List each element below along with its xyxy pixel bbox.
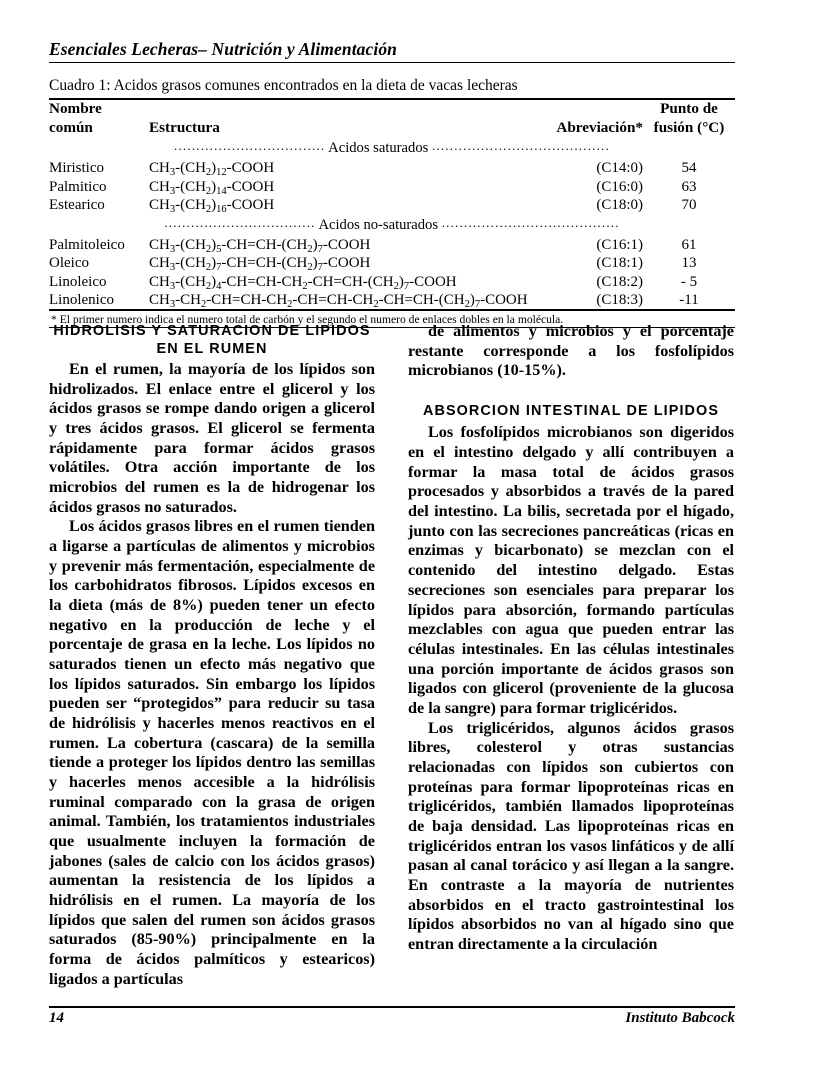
table-caption: Cuadro 1: Acidos grasos comunes encontrados en la dieta de vacas lecheras xyxy=(49,77,518,94)
cell-abbreviation: (C18:3) xyxy=(596,291,643,308)
cell-structure: $CH_3-(CH_2)_5-CH=CH-(CH_2)_7$-COOH xyxy=(149,236,371,255)
cell-structure: $CH_3-(CH_2)_7-CH=CH-(CH_2)_7$-COOH xyxy=(149,255,371,274)
cell-abbreviation: (C16:0) xyxy=(596,178,643,195)
section-dots-left: .................................. xyxy=(164,215,316,231)
cell-common-name: Palmitoleico xyxy=(49,236,125,253)
cell-melting-point: 70 xyxy=(681,196,697,213)
right-continuation-paragraph: de alimentos y microbios y el porcentaje restante corresponde a los fosfolípidos microbianos (10-15%). xyxy=(408,322,734,380)
cell-melting-point: 61 xyxy=(681,236,697,253)
table-row xyxy=(49,159,735,177)
section-dots-left: .................................. xyxy=(174,138,326,154)
table-row xyxy=(49,273,735,291)
cell-common-name: Palmitico xyxy=(49,178,107,195)
page-header xyxy=(49,40,735,63)
column-header-name: Nombre común xyxy=(49,100,102,136)
left-column xyxy=(49,322,375,1002)
cell-abbreviation: (C14:0) xyxy=(596,160,643,177)
table-body xyxy=(49,137,735,309)
table-row xyxy=(49,236,735,254)
table-section-row xyxy=(49,214,735,236)
running-head: Esenciales Lecheras– Nutrición y Alimentación xyxy=(49,39,398,59)
cell-structure: $CH_3-(CH_2)_{16}$-COOH xyxy=(149,196,275,215)
right-section-heading: ABSORCION INTESTINAL DE LIPIDOS xyxy=(422,403,720,420)
table-head xyxy=(49,100,735,137)
table-row xyxy=(49,196,735,214)
article-body xyxy=(49,322,741,1002)
publisher-name: Instituto Babcock xyxy=(625,1010,735,1026)
cell-structure: $CH_3-CH_2-CH=CH-CH_2-CH=CH-CH_2-CH=CH-(CH_2)_7$-COOH xyxy=(149,291,528,310)
cell-melting-point: - 5 xyxy=(680,273,698,290)
header-rule xyxy=(49,62,735,63)
footer-row xyxy=(49,1008,735,1027)
cell-abbreviation: (C18:0) xyxy=(596,196,643,213)
table-row xyxy=(49,254,735,272)
table-section-label: .................................. Acidos no-saturados ........................................ xyxy=(164,215,620,234)
table-footnote: * El primer numero indica el numero total de carbón y el segundo el numero de enlaces dobles en la molécula. xyxy=(51,313,564,327)
cell-common-name: Oleico xyxy=(49,255,89,272)
column-header-melting-point: Punto de fusión (°C) xyxy=(653,100,725,136)
right-column xyxy=(408,322,734,1002)
table-row xyxy=(49,178,735,196)
cell-abbreviation: (C18:2) xyxy=(596,273,643,290)
cell-abbreviation: (C18:1) xyxy=(596,255,643,272)
left-paragraph-1: En el rumen, la mayoría de los lípidos son hidrolizados. El enlace entre el glicerol y los ácidos grasos se rompe dando origen a glicerol y tres ácidos grasos. El glicerol se fermenta rápidamente para formar ácidos grasos volátiles. Otra acción importante de los microbios del rumen es la de hidrogenar los ácidos grasos no saturados. xyxy=(49,359,375,516)
section-dots-right: ........................................ xyxy=(431,138,610,154)
fatty-acid-table xyxy=(49,100,735,309)
cell-structure: $CH_3-(CH_2)_{12}$-COOH xyxy=(149,160,275,179)
left-paragraph-2: Los ácidos grasos libres en el rumen tienden a ligarse a partículas de alimentos y microbios y prevenir más fermentación, especialmente de los carbohidratos fibrosos. Lípidos excesos en la dieta (más de 8%) pueden tener un efecto negativo en la producción de leche y el porcentaje de grasa en la leche. Los lípidos no saturados tienen un efecto más negativo que los lípidos saturados. Sin embargo los lípidos pueden ser “protegidos” para reducir su tasa de hidrólisis y hacerles menos reactivos en el rumen. La cobertura (cascara) de la semilla tiende a proteger los lípidos dentro las semillas y hacerles menos accesible a la hidrólisis ruminal comparado con la grasa de origen animal. También, los tratamientos industriales que usualmente incluyen la formación de jabones (sales de calcio con los ácidos grasos) aumentan la resistencia de los lípidos a hidrólisis en el rumen. La mayoría de los lípidos que salen del rumen son ácidos grasos saturados (85-90%) principalmente en la forma de ácidos palmíticos y estearicos) ligados a partículas xyxy=(49,517,375,988)
table-section-row xyxy=(49,137,735,159)
table-section-label: .................................. Acidos saturados ........................................ xyxy=(174,138,610,157)
cell-common-name: Miristico xyxy=(49,160,104,177)
right-paragraph-1: Los fosfolípidos microbianos son digeridos en el intestino delgado y allí contribuyen a formar la masa total de ácidos grasos procesados y absorbidos a través de la pared del intestino. La bilis, secretada por el hígado, junto con las secreciones pancreáticas (ricas en enzimas y bicarbonato) se mezclan con el contenido del intestino delgado. Estas secreciones son esenciales para preparar los lípidos para absorción, formando partículas mezclables con agua que pueden entrar las células intestinales. En las células intestinales una porción importante de ácidos grasos son ligados con glicerol (proveniente de la glucosa de la sangre) para formar triglicéridos. xyxy=(408,423,734,717)
fatty-acid-table-block xyxy=(49,74,735,328)
table-row xyxy=(49,291,735,309)
cell-common-name: Linoleico xyxy=(49,273,107,290)
page-number: 14 xyxy=(49,1010,64,1026)
cell-abbreviation: (C16:1) xyxy=(596,236,643,253)
cell-melting-point: 13 xyxy=(681,255,697,272)
cell-melting-point: 63 xyxy=(681,178,697,195)
cell-melting-point: 54 xyxy=(681,160,697,177)
column-header-abbreviation: Abreviación* xyxy=(556,118,643,136)
left-section-heading: HIDROLISIS Y SATURACION DE LIPIDOS EN EL RUMEN xyxy=(53,323,371,358)
cell-common-name: Estearico xyxy=(49,196,105,213)
cell-melting-point: -11 xyxy=(679,291,699,308)
cell-structure: $CH_3-(CH_2)_{14}$-COOH xyxy=(149,178,275,197)
cell-structure: $CH_3-(CH_2)_4-CH=CH-CH_2-CH=CH-(CH_2)_7$-COOH xyxy=(149,273,457,292)
page-footer xyxy=(49,1006,735,1027)
column-header-structure: Estructura xyxy=(149,118,220,136)
section-dots-right: ........................................ xyxy=(441,215,620,231)
right-paragraph-2: Los triglicéridos, algunos ácidos grasos libres, colesterol y otras sustancias relacionadas con lípidos son cubiertos con proteínas para formar lipoproteínas ricas en triglicéridos, también llamados lipoproteínas de baja densidad. Las lipoproteínas ricas en triglicéridos entran los vasos linfáticos y de allí pasan al canal torácico y así llegan a la sangre. En contraste a la mayoría de nutrientes absorbidos en el tracto gastrointestinal los lípidos absorbidos no van al hígado sino que entran directamente a la circulación xyxy=(408,718,734,953)
table-header-row xyxy=(49,100,735,137)
cell-common-name: Linolenico xyxy=(49,291,114,308)
